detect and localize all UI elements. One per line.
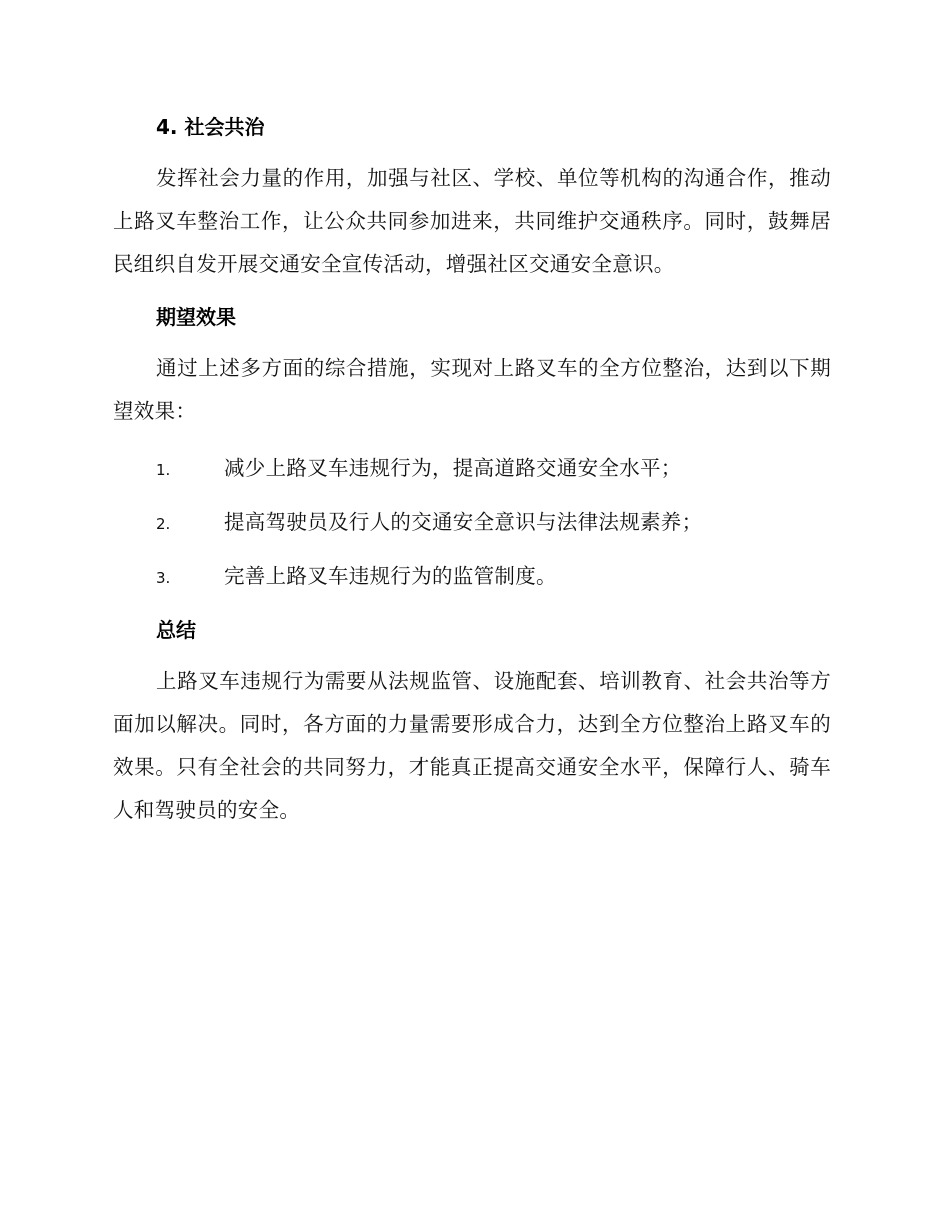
list-item-number: 2. xyxy=(156,515,171,533)
list-item xyxy=(113,549,831,603)
list-item-number: 3. xyxy=(156,569,171,587)
section-heading-summary: 总结 xyxy=(156,618,196,642)
list-item-text: 提高驾驶员及行人的交通安全意识与法律法规素养； xyxy=(224,510,703,534)
list-item-number: 1. xyxy=(156,461,171,479)
list-item xyxy=(113,441,831,495)
list-item xyxy=(113,495,831,549)
paragraph-social-governance: 发挥社会力量的作用，加强与社区、学校、单位等机构的沟通合作，推动上路叉车整治工作，让公众共同参加进来，共同维护交通秩序。同时，鼓舞居民组织自发开展交通安全宣传活动，增强社区交通安全意识。 xyxy=(113,166,831,276)
expected-effects-list xyxy=(113,441,831,603)
document-body xyxy=(113,108,831,832)
list-item-text: 减少上路叉车违规行为，提高道路交通安全水平； xyxy=(224,456,682,480)
paragraph-summary: 上路叉车违规行为需要从法规监管、设施配套、培训教育、社会共治等方面加以解决。同时，各方面的力量需要形成合力，达到全方位整治上路叉车的效果。只有全社会的共同努力，才能真正提高交通安全水平，保障行人、骑车人和驾驶员的安全。 xyxy=(113,669,831,822)
paragraph-expected-effects: 通过上述多方面的综合措施，实现对上路叉车的全方位整治，达到以下期望效果： xyxy=(113,356,831,423)
section-heading-expected-effects: 期望效果 xyxy=(156,305,236,329)
list-item-text: 完善上路叉车违规行为的监管制度。 xyxy=(224,564,557,588)
section-heading-social-governance: 4. 社会共治 xyxy=(156,115,265,139)
